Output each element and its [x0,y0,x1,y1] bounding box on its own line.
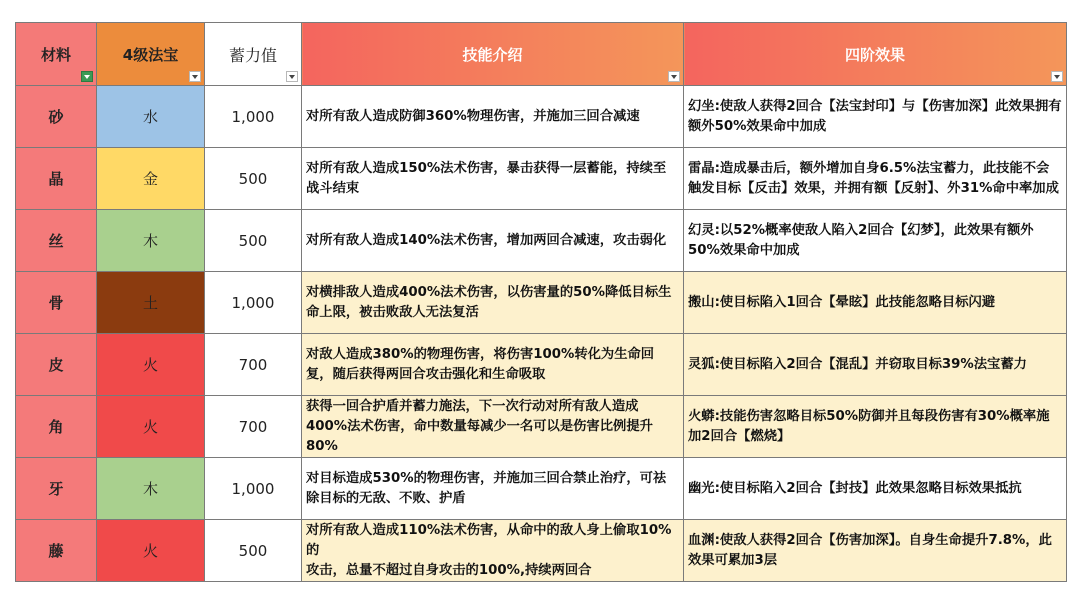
effect-cell[interactable]: 幻灵:以52%概率使敌人陷入2回合【幻梦】，此效果有额外50%效果命中加成 [684,210,1067,272]
value-cell[interactable]: 500 [205,210,302,272]
table-row [16,520,1067,582]
header-effect-label: 四阶效果 [844,45,905,64]
header-value[interactable] [205,23,302,86]
header-fabao[interactable] [97,23,205,86]
header-material[interactable] [16,23,97,86]
skill-cell[interactable]: 获得一回合护盾并蓄力施法，下一次行动对所有敌人造成400%法术伤害，命中数量每减少一名可以是伤害比例提升80% [302,396,684,458]
material-cell[interactable]: 皮 [16,334,97,396]
effect-cell[interactable]: 搬山:使目标陷入1回合【晕眩】此技能忽略目标闪避 [684,272,1067,334]
effect-cell[interactable]: 灵狐:使目标陷入2回合【混乱】并窃取目标39%法宝蓄力 [684,334,1067,396]
skill-cell[interactable]: 对所有敌人造成防御360%物理伤害，并施加三回合减速 [302,86,684,148]
material-cell[interactable]: 砂 [16,86,97,148]
skill-table [15,22,1067,582]
skill-cell[interactable]: 对所有敌人造成140%法术伤害，增加两回合减速，攻击弱化 [302,210,684,272]
effect-cell[interactable]: 幻坐:使敌人获得2回合【法宝封印】与【伤害加深】此效果拥有额外50%效果命中加成 [684,86,1067,148]
effect-cell[interactable]: 火蟒:技能伤害忽略目标50%防御并且每段伤害有30%概率施加2回合【燃烧】 [684,396,1067,458]
material-cell[interactable]: 藤 [16,520,97,582]
header-value-label: 蓄力值 [228,45,277,65]
header-skill-label: 技能介绍 [462,45,523,64]
value-cell[interactable]: 700 [205,334,302,396]
table-row [16,148,1067,210]
fabao-cell[interactable]: 土 [97,272,205,334]
value-cell[interactable]: 700 [205,396,302,458]
fabao-cell[interactable]: 木 [97,210,205,272]
value-cell[interactable]: 1,000 [205,86,302,148]
fabao-cell[interactable]: 木 [97,458,205,520]
table-row [16,458,1067,520]
effect-cell[interactable]: 血渊:使敌人获得2回合【伤害加深】。自身生命提升7.8%，此效果可累加3层 [684,520,1067,582]
value-cell[interactable]: 1,000 [205,458,302,520]
value-cell[interactable]: 1,000 [205,272,302,334]
dropdown-arrow-icon[interactable] [668,71,680,82]
table-row [16,86,1067,148]
material-cell[interactable]: 丝 [16,210,97,272]
effect-cell[interactable]: 雷晶:造成暴击后，额外增加自身6.5%法宝蓄力，此技能不会触发目标【反击】效果，并拥有额【反射】、外31%命中率加成 [684,148,1067,210]
fabao-cell[interactable]: 火 [97,334,205,396]
table-row [16,396,1067,458]
filter-active-icon[interactable] [81,71,93,82]
fabao-cell[interactable]: 火 [97,396,205,458]
material-cell[interactable]: 晶 [16,148,97,210]
skill-cell[interactable]: 对敌人造成380%的物理伤害，将伤害100%转化为生命回复，随后获得两回合攻击强化和生命吸取 [302,334,684,396]
table-row [16,210,1067,272]
skill-cell[interactable]: 对横排敌人造成400%法术伤害，以伤害量的50%降低目标生命上限，被击败敌人无法复活 [302,272,684,334]
header-effect[interactable] [684,23,1067,86]
skill-cell[interactable]: 对目标造成530%的物理伤害，并施加三回合禁止治疗，可祛除目标的无敌、不败、护盾 [302,458,684,520]
material-cell[interactable]: 骨 [16,272,97,334]
header-material-label: 材料 [40,45,71,64]
value-cell[interactable]: 500 [205,520,302,582]
header-skill[interactable] [302,23,684,86]
skill-cell[interactable]: 对所有敌人造成110%法术伤害，从命中的敌人身上偷取10%的 攻击，总量不超过自身攻击的100%,持续两回合 [302,520,684,582]
dropdown-arrow-icon[interactable] [189,71,201,82]
table-row [16,334,1067,396]
header-fabao-label: 4级法宝 [122,45,179,64]
dropdown-arrow-icon[interactable] [1051,71,1063,82]
skill-cell[interactable]: 对所有敌人造成150%法术伤害，暴击获得一层蓄能，持续至战斗结束 [302,148,684,210]
dropdown-arrow-icon[interactable] [286,71,298,82]
fabao-cell[interactable]: 水 [97,86,205,148]
material-cell[interactable]: 角 [16,396,97,458]
fabao-cell[interactable]: 金 [97,148,205,210]
material-cell[interactable]: 牙 [16,458,97,520]
header-row [16,23,1067,86]
value-cell[interactable]: 500 [205,148,302,210]
table-row [16,272,1067,334]
effect-cell[interactable]: 幽光:使目标陷入2回合【封技】此效果忽略目标效果抵抗 [684,458,1067,520]
fabao-cell[interactable]: 火 [97,520,205,582]
